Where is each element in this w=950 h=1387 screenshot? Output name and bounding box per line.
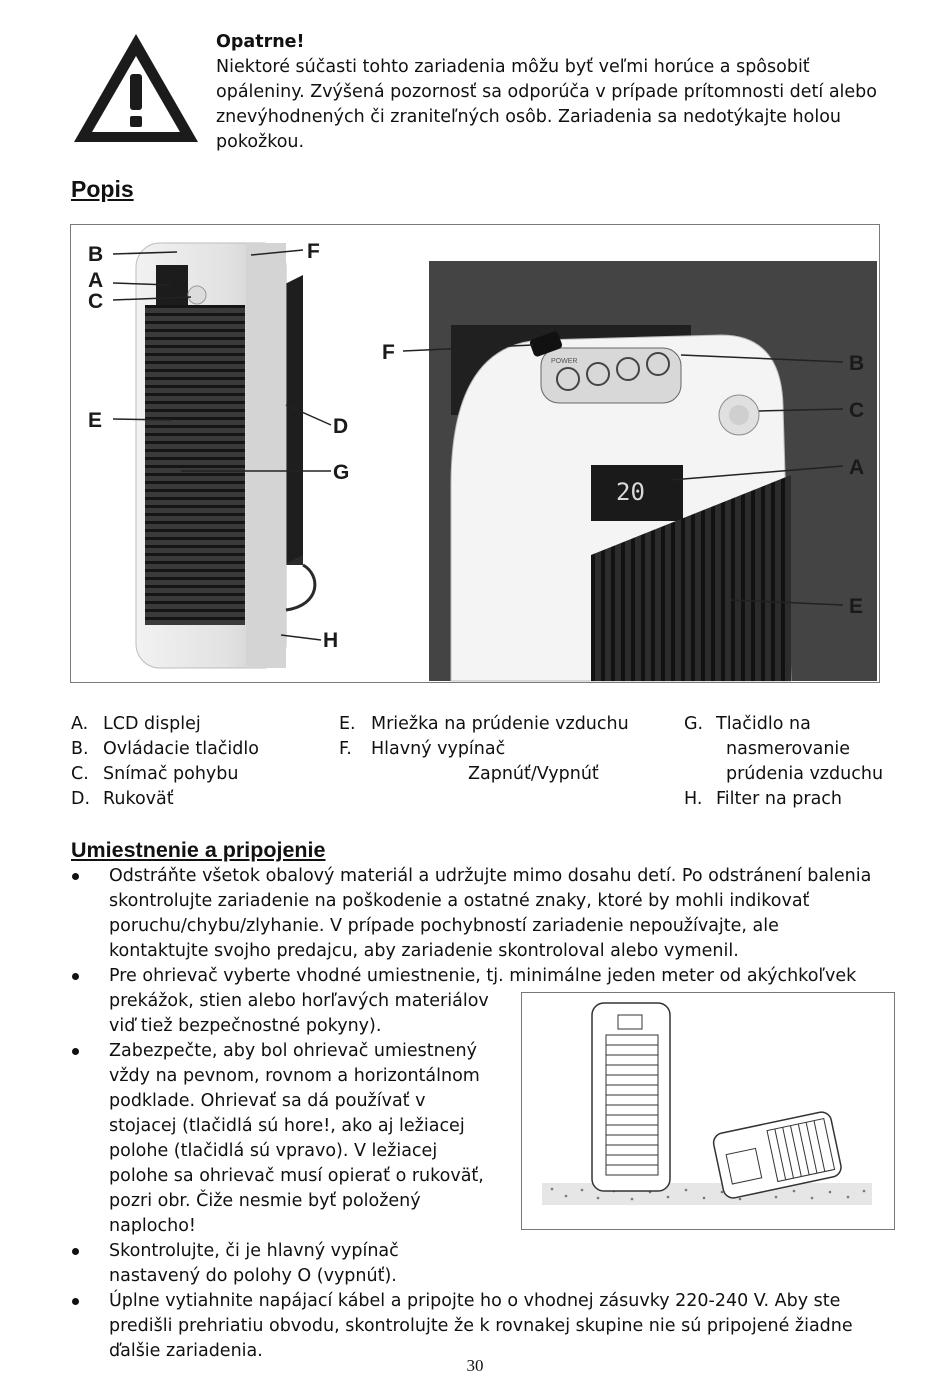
callout-c-left: C: [88, 290, 104, 313]
legend-column-3: [684, 712, 883, 812]
legend-item: D. Rukoväť: [71, 789, 174, 809]
callout-d: D: [333, 415, 349, 438]
callout-e-left: E: [88, 409, 103, 432]
bullet-icon: [72, 973, 79, 980]
callout-a-right: A: [849, 456, 865, 479]
legend-continuation: nasmerovanie: [726, 739, 851, 759]
warning-block: [216, 30, 896, 155]
legend-continuation: Zapnúť/Vypnúť: [468, 764, 599, 784]
legend-item: G. Tlačidlo na: [684, 714, 811, 734]
legend-item: E. Mriežka na prúdenie vzduchu: [339, 714, 629, 734]
list-item: Skontrolujte, či je hlavný vypínač nastavený do polohy O (vypnúť).: [71, 1239, 494, 1289]
callout-f-left: F: [307, 240, 320, 263]
legend-item: F. Hlavný vypínač: [339, 739, 506, 759]
placement-illustration: [521, 992, 895, 1230]
callout-b-right: B: [849, 352, 865, 375]
lcd-temperature: 20: [616, 478, 645, 506]
heater-closeup-illustration: [429, 261, 877, 681]
legend-continuation: prúdenia vzduchu: [726, 764, 884, 784]
section-heading-description: Popis: [71, 176, 134, 202]
legend-item: A. LCD displej: [71, 714, 201, 734]
page-number: 30: [466, 1356, 484, 1375]
callout-h: H: [323, 629, 339, 652]
callout-e-right: E: [849, 595, 864, 618]
list-item: Pre ohrievač vyberte vhodné umiestnenie, tj. minimálne jeden meter od akýchkoľvek prekážok, stien alebo horľavých materiálov viď tiež bezpečnostné pokyny).: [71, 964, 881, 1039]
legend-column-1: [71, 712, 259, 812]
bullet-icon: [72, 1248, 79, 1255]
legend-item: B. Ovládacie tlačidlo: [71, 739, 259, 759]
bullet-icon: [72, 1048, 79, 1055]
callout-a-left: A: [88, 269, 104, 292]
section-heading-placement: Umiestnenie a pripojenie: [71, 838, 326, 862]
callout-g: G: [333, 461, 350, 484]
list-item: Úplne vytiahnite napájací kábel a pripojte ho o vhodnej zásuvky 220-240 V. Aby ste predišli prehriatiu obvodu, skontrolujte že k rovnakej skupine nie sú pripojené žiadne ďalšie zariadenia.: [71, 1289, 881, 1364]
callout-c-right: C: [849, 399, 865, 422]
warning-triangle-icon: [70, 30, 202, 146]
list-item: Zabezpečte, aby bol ohrievač umiestnený vždy na pevnom, rovnom a horizontálnom podklade. Ohrievať sa dá používať v stojacej (tlačidlá sú hore!, ako aj ležiacej polohe (tlačidlá sú vpravo). V ležiacej polohe sa ohrievač musí opierať o rukoväť, pozri obr. Čiže nesmie byť položený naplocho!: [71, 1039, 494, 1239]
power-print: POWER: [551, 358, 578, 365]
callout-f-right: F: [382, 341, 395, 364]
legend-item: H. Filter na prach: [684, 789, 843, 809]
legend-item: C. Snímač pohybu: [71, 764, 239, 784]
product-figure: [70, 224, 880, 683]
callout-b-left: B: [88, 243, 104, 266]
heater-standing-illustration: [136, 243, 315, 668]
warning-text: Niektoré súčasti tohto zariadenia môžu byť veľmi horúce a spôsobiť opáleniny. Zvýšená pozornosť sa odporúča v prípade prítomnosti detí alebo znevýhodnených či zraniteľných osôb. Zariadenia sa nedotýkajte holou pokožkou.: [216, 57, 877, 152]
warning-title: Opatrne!: [216, 32, 305, 52]
bullet-icon: [72, 873, 79, 880]
list-item: Odstráňte všetok obalový materiál a udržujte mimo dosahu detí. Po odstránení balenia skontrolujte zariadenie na poškodenie a ostatné znaky, ktoré by mohli indikovať poruchu/chybu/zlyhanie. V prípade pochybností zariadenie nepoužívajte, ale kontaktujte svojho predajcu, aby zariadenie skontroloval alebo vymenil.: [71, 864, 881, 964]
bullet-icon: [72, 1298, 79, 1305]
legend-column-2: [339, 712, 629, 787]
